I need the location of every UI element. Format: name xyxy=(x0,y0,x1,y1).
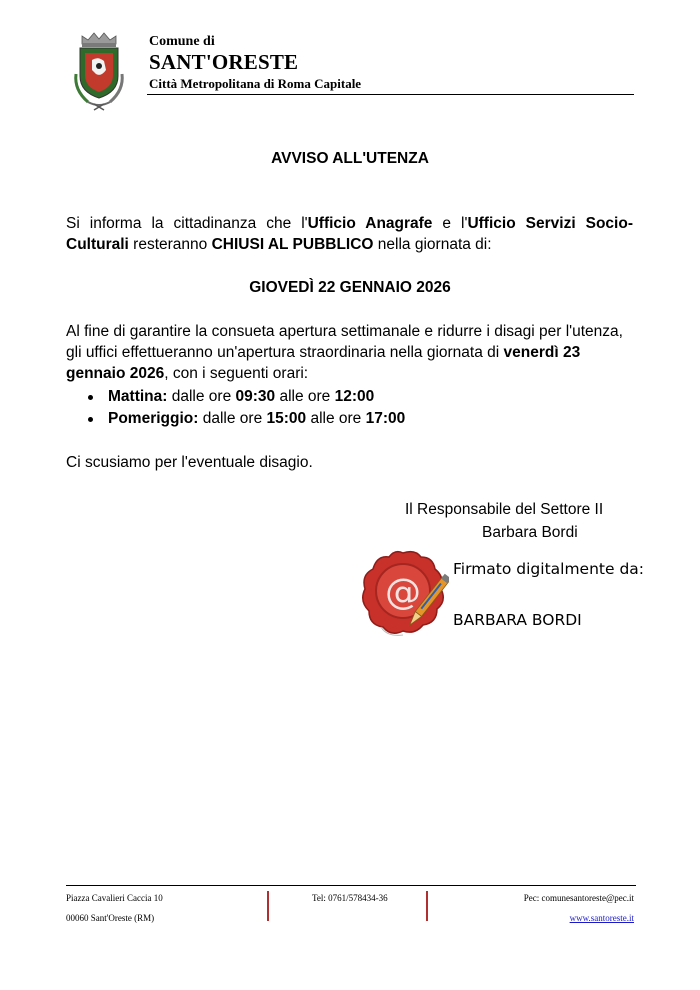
digital-signature-label: Firmato digitalmente da: xyxy=(453,560,645,578)
digital-signature-seal-icon xyxy=(357,545,449,641)
office-servizi: Ufficio Servizi Socio-Culturali xyxy=(66,215,633,253)
footer-divider xyxy=(66,885,636,886)
footer-website-link[interactable]: www.santoreste.it xyxy=(569,913,634,923)
list-item: Pomeriggio: dalle ore 15:00 alle ore 17:00 xyxy=(88,408,628,430)
closed-notice: CHIUSI AL PUBBLICO xyxy=(211,236,374,253)
bullet-icon xyxy=(88,417,93,422)
municipal-crest-icon xyxy=(68,30,130,114)
footer-separator xyxy=(267,891,269,921)
notice-paragraph-1: Si informa la cittadinanza che l'Ufficio Anagrafe e l'Ufficio Servizi Socio-Culturali resteranno CHIUSI AL PUBBLICO nella giornata di: xyxy=(66,215,633,253)
closure-date: GIOVEDÌ 22 GENNAIO 2026 xyxy=(249,279,451,296)
bullet-icon xyxy=(88,395,93,400)
municipality-name: SANT'ORESTE xyxy=(149,50,299,74)
footer-telephone: Tel: 0761/578434-36 xyxy=(312,893,388,903)
footer-separator xyxy=(426,891,428,921)
metropolitan-city: Città Metropolitana di Roma Capitale xyxy=(149,76,362,91)
svg-text:@: @ xyxy=(385,572,421,613)
signer-role: Il Responsabile del Settore II xyxy=(405,501,604,518)
footer-pec-email: Pec: comunesantoreste@pec.it xyxy=(523,893,634,903)
footer-address-street: Piazza Cavalieri Caccia 10 xyxy=(66,893,163,903)
signer-name: Barbara Bordi xyxy=(482,524,578,541)
closing-line: Ci scusiamo per l'eventuale disagio. xyxy=(66,454,313,471)
digital-signature-name: BARBARA BORDI xyxy=(453,611,582,629)
municipality-prefix: Comune di xyxy=(149,34,215,49)
schedule-list xyxy=(88,386,628,430)
notice-paragraph-2: Al fine di garantire la consueta apertura settimanale e ridurre i disagi per l'utenza, gli uffici effettueranno un'apertura straordinaria nella giornata di venerdì 23 gennaio 2026, con i seguenti orari: xyxy=(66,323,623,382)
extra-opening-date: venerdì 23 gennaio 2026 xyxy=(66,344,581,382)
office-anagrafe: Ufficio Anagrafe xyxy=(307,215,433,232)
list-item: Mattina: dalle ore 09:30 alle ore 12:00 xyxy=(88,386,628,408)
footer-address-city: 00060 Sant'Oreste (RM) xyxy=(66,913,155,923)
header-divider xyxy=(147,94,634,95)
notice-title: AVVISO ALL'UTENZA xyxy=(271,150,429,167)
